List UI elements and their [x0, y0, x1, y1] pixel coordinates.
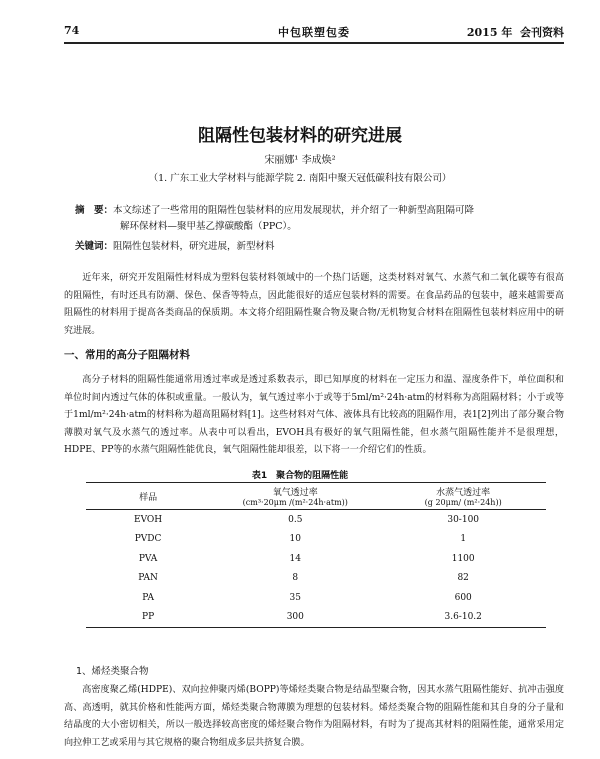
table-row: EVOH 0.5 30-100 — [134, 514, 480, 525]
intro-paragraph: 近年来，研究开发阻隔性材料成为塑料包装材料领域中的一个热门话题，这类材料对氧气、水蒸气和二氧化碳等有很高的阻隔性，有时还具有防潮、保色、保香等特点，因此能很好的适应包装材料的需要。在食品药品的包装中，越来越需要高阻隔性的材料用于提高各类商品的保质期。本文将介绍阻隔性聚合物及聚合物/无机物复合材料在阻隔性包装材料应用中的研究进展。 — [64, 273, 564, 336]
col-sample-header: 样品 — [86, 483, 210, 510]
col-oxygen-header: 氧气透过率 (cm³·20μm /(m²·24h·atm)) — [210, 483, 380, 510]
abstract-line-2: 解环保材料—聚甲基乙撑碳酸酯（PPC）。 — [120, 221, 297, 232]
abstract-line-1: 本文综述了一些常用的阻隔性包装材料的应用发展现状，并介绍了一种新型高阻隔可降 — [113, 205, 475, 216]
page-number: 74 — [64, 24, 80, 37]
table-header-row — [86, 483, 546, 510]
table-row: PP 300 3.6-10.2 — [86, 608, 546, 628]
section-heading: 一、常用的高分子阻隔材料 — [64, 349, 190, 361]
subsection-paragraph: 高密度聚乙烯(HDPE)、双向拉伸聚丙烯(BOPP)等烯烃类聚合物是结晶型聚合物，因其水蒸气阻隔性能好、抗冲击强度高、高透明，就其价格和性能两方面，烯烃类聚合物薄膜为理想的包装材料。烯烃类聚合物的阻隔性能和其自身的分子量和结晶度的大小密切相关，所以一般选择较高密度的烯烃聚合物作为阻隔材料，有时为了提高其材料的阻隔性能，通常采用定向拉伸工艺或采用与其它规格的聚合物组成多层共挤复合膜。 — [64, 685, 564, 748]
keywords-text: 阻隔性包装材料，研究进展，新型材料 — [113, 241, 275, 252]
subsection-heading: 1、烯烃类聚合物 — [76, 666, 149, 677]
affiliations: （1. 广东工业大学材料与能源学院 2. 南阳中聚天冠低碳科技有限公司） — [148, 173, 452, 184]
abstract — [75, 203, 565, 235]
table-row: PAN 8 82 — [138, 573, 469, 584]
keywords-label: 关键词： — [75, 241, 114, 252]
barrier-property-table — [86, 482, 546, 628]
table-caption: 表1 聚合物的阻隔性能 — [251, 471, 349, 481]
running-header — [64, 22, 564, 44]
section-paragraph: 高分子材料的阻隔性能通常用透过率或是透过系数表示，即已知厚度的材料在一定压力和温、湿度条件下，单位面积和单位时间内透过气体的体积或重量。一般认为，氧气透过率小于或等于5ml/m²·24h·atm的材料称为高阻隔材料；小于或等于1ml/m²·24h·atm的材料称为超高阻隔材料[1]。这些材料对气体、液体具有比较高的阻隔作用，表1[2]列出了部分聚合物薄膜对氧气及水蒸气的透过率。从表中可以看出，EVOH具有极好的氧气阻隔性能，但水蒸气阻隔性能并不是很理想，HDPE、PP等的水蒸气阻隔性能优良，氧气阻隔性能却很差，以下将一一介绍它们的性质。 — [64, 375, 564, 455]
authors: 宋丽娜¹ 李成焕² — [264, 155, 336, 166]
col-water-header: 水蒸气透过率 (g 20μm/ (m²·24h)) — [380, 483, 546, 510]
table-row: PVDC 10 1 — [134, 534, 467, 545]
journal-name: 中包联塑包委 — [278, 26, 350, 39]
table-row: PA 35 600 — [142, 592, 472, 603]
table-row: PVA 14 1100 — [138, 553, 475, 564]
article-title: 阻隔性包装材料的研究进展 — [198, 126, 402, 146]
abstract-label: 摘 要： — [75, 205, 114, 216]
issue-label: 2015 年 会刊资料 — [466, 26, 564, 39]
keywords — [75, 239, 565, 255]
